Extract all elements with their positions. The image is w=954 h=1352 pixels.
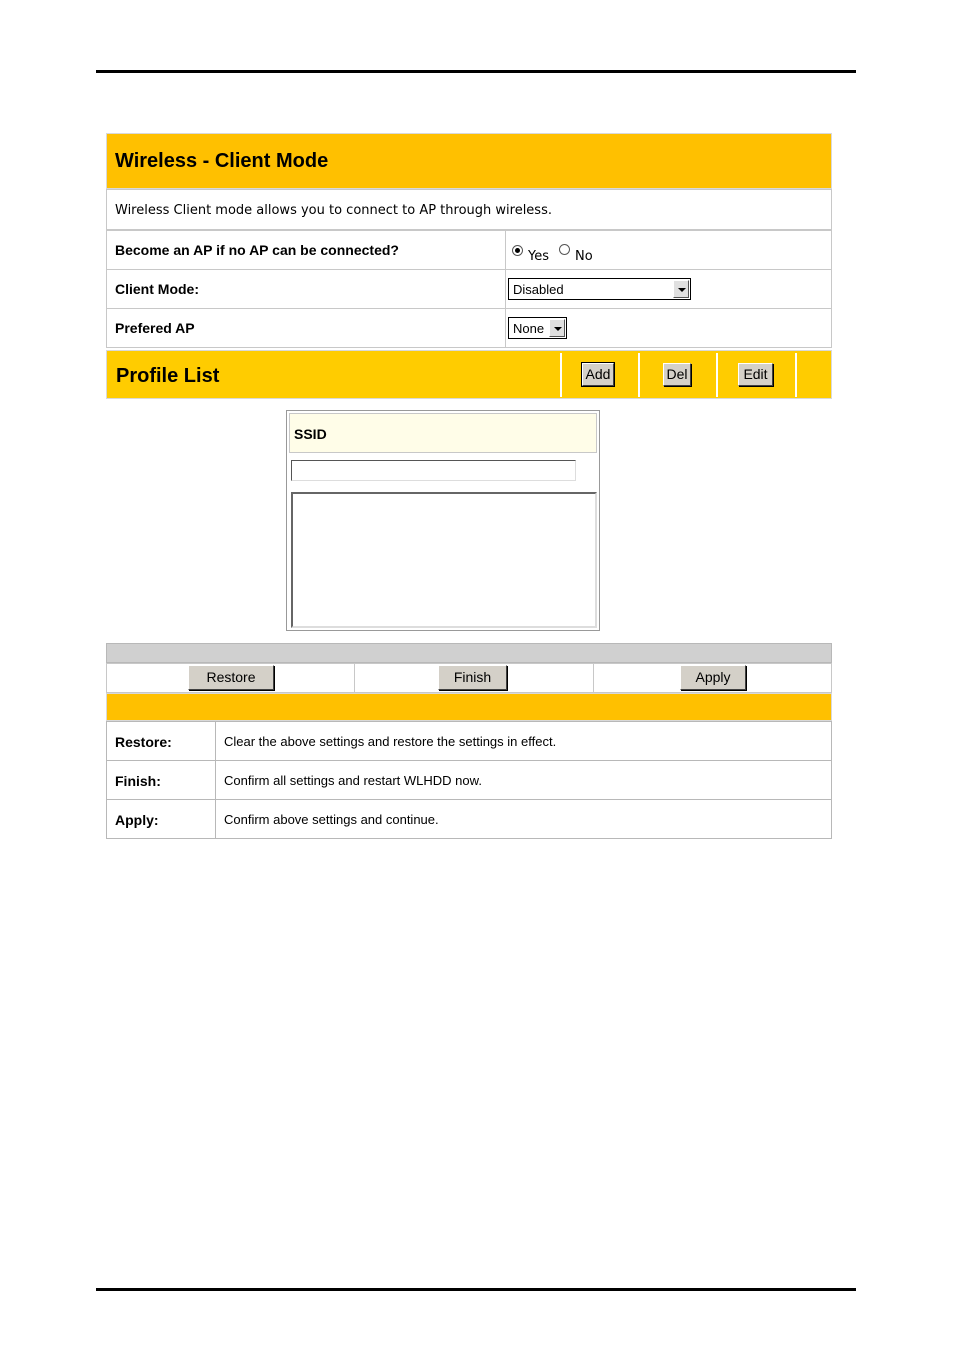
ssid-profile-list[interactable] (291, 492, 597, 628)
page-description-row (106, 189, 832, 230)
divider (560, 353, 562, 397)
client-mode-label-cell (106, 269, 506, 309)
client-mode-label: Client Mode: (115, 281, 199, 297)
become-ap-yes-radio[interactable] (512, 245, 523, 256)
become-ap-label-cell (106, 230, 506, 270)
restore-button[interactable]: Restore (188, 665, 274, 690)
help-text: Clear the above settings and restore the settings in effect. (224, 734, 557, 749)
divider (593, 664, 594, 692)
page-bottom-rule (96, 1288, 856, 1291)
help-text: Confirm all settings and restart WLHDD now. (224, 773, 482, 788)
client-mode-value-cell (505, 269, 832, 309)
chevron-down-icon[interactable] (673, 280, 689, 298)
profile-list-title: Profile List (116, 365, 220, 387)
help-row-restore (106, 721, 832, 761)
help-header-bar (106, 693, 832, 721)
client-mode-value: Disabled (513, 282, 564, 297)
become-ap-value-cell (505, 230, 832, 270)
action-bar (106, 663, 832, 693)
help-key: Apply: (115, 812, 159, 828)
add-profile-button[interactable]: Add (582, 363, 614, 386)
help-key: Finish: (115, 773, 161, 789)
chevron-down-icon[interactable] (549, 319, 565, 337)
divider (795, 353, 797, 397)
page-title: Wireless - Client Mode (115, 150, 329, 172)
prefered-ap-select[interactable] (508, 317, 567, 339)
action-bar-top (106, 643, 832, 663)
ssid-panel (286, 410, 600, 631)
page-description: Wireless Client mode allows you to connect to AP through wireless. (115, 203, 552, 218)
help-row-finish (106, 760, 832, 800)
finish-button[interactable]: Finish (438, 665, 507, 690)
divider (716, 353, 718, 397)
help-row-apply (106, 799, 832, 839)
divider (215, 722, 216, 760)
ssid-input[interactable] (291, 460, 576, 481)
page-top-rule (96, 70, 856, 73)
divider (354, 664, 355, 692)
ssid-header-label: SSID (294, 426, 327, 442)
edit-profile-button[interactable]: Edit (738, 363, 773, 386)
become-ap-no-radio[interactable] (559, 244, 570, 255)
become-ap-yes-label: Yes (528, 249, 549, 264)
prefered-ap-value-cell (505, 308, 832, 348)
profile-list-header (106, 350, 832, 399)
divider (215, 800, 216, 838)
prefered-ap-value: None (513, 321, 545, 336)
become-ap-no-label: No (575, 249, 593, 264)
ssid-header (289, 413, 597, 453)
prefered-ap-label-cell (106, 308, 506, 348)
divider (215, 761, 216, 799)
become-ap-label: Become an AP if no AP can be connected? (115, 242, 399, 258)
prefered-ap-label: Prefered AP (115, 320, 195, 336)
help-text: Confirm above settings and continue. (224, 812, 439, 827)
delete-profile-button[interactable]: Del (663, 363, 691, 386)
help-key: Restore: (115, 734, 172, 750)
apply-button[interactable]: Apply (680, 665, 746, 690)
client-mode-select[interactable] (508, 278, 691, 300)
page-header (106, 133, 832, 189)
divider (638, 353, 640, 397)
